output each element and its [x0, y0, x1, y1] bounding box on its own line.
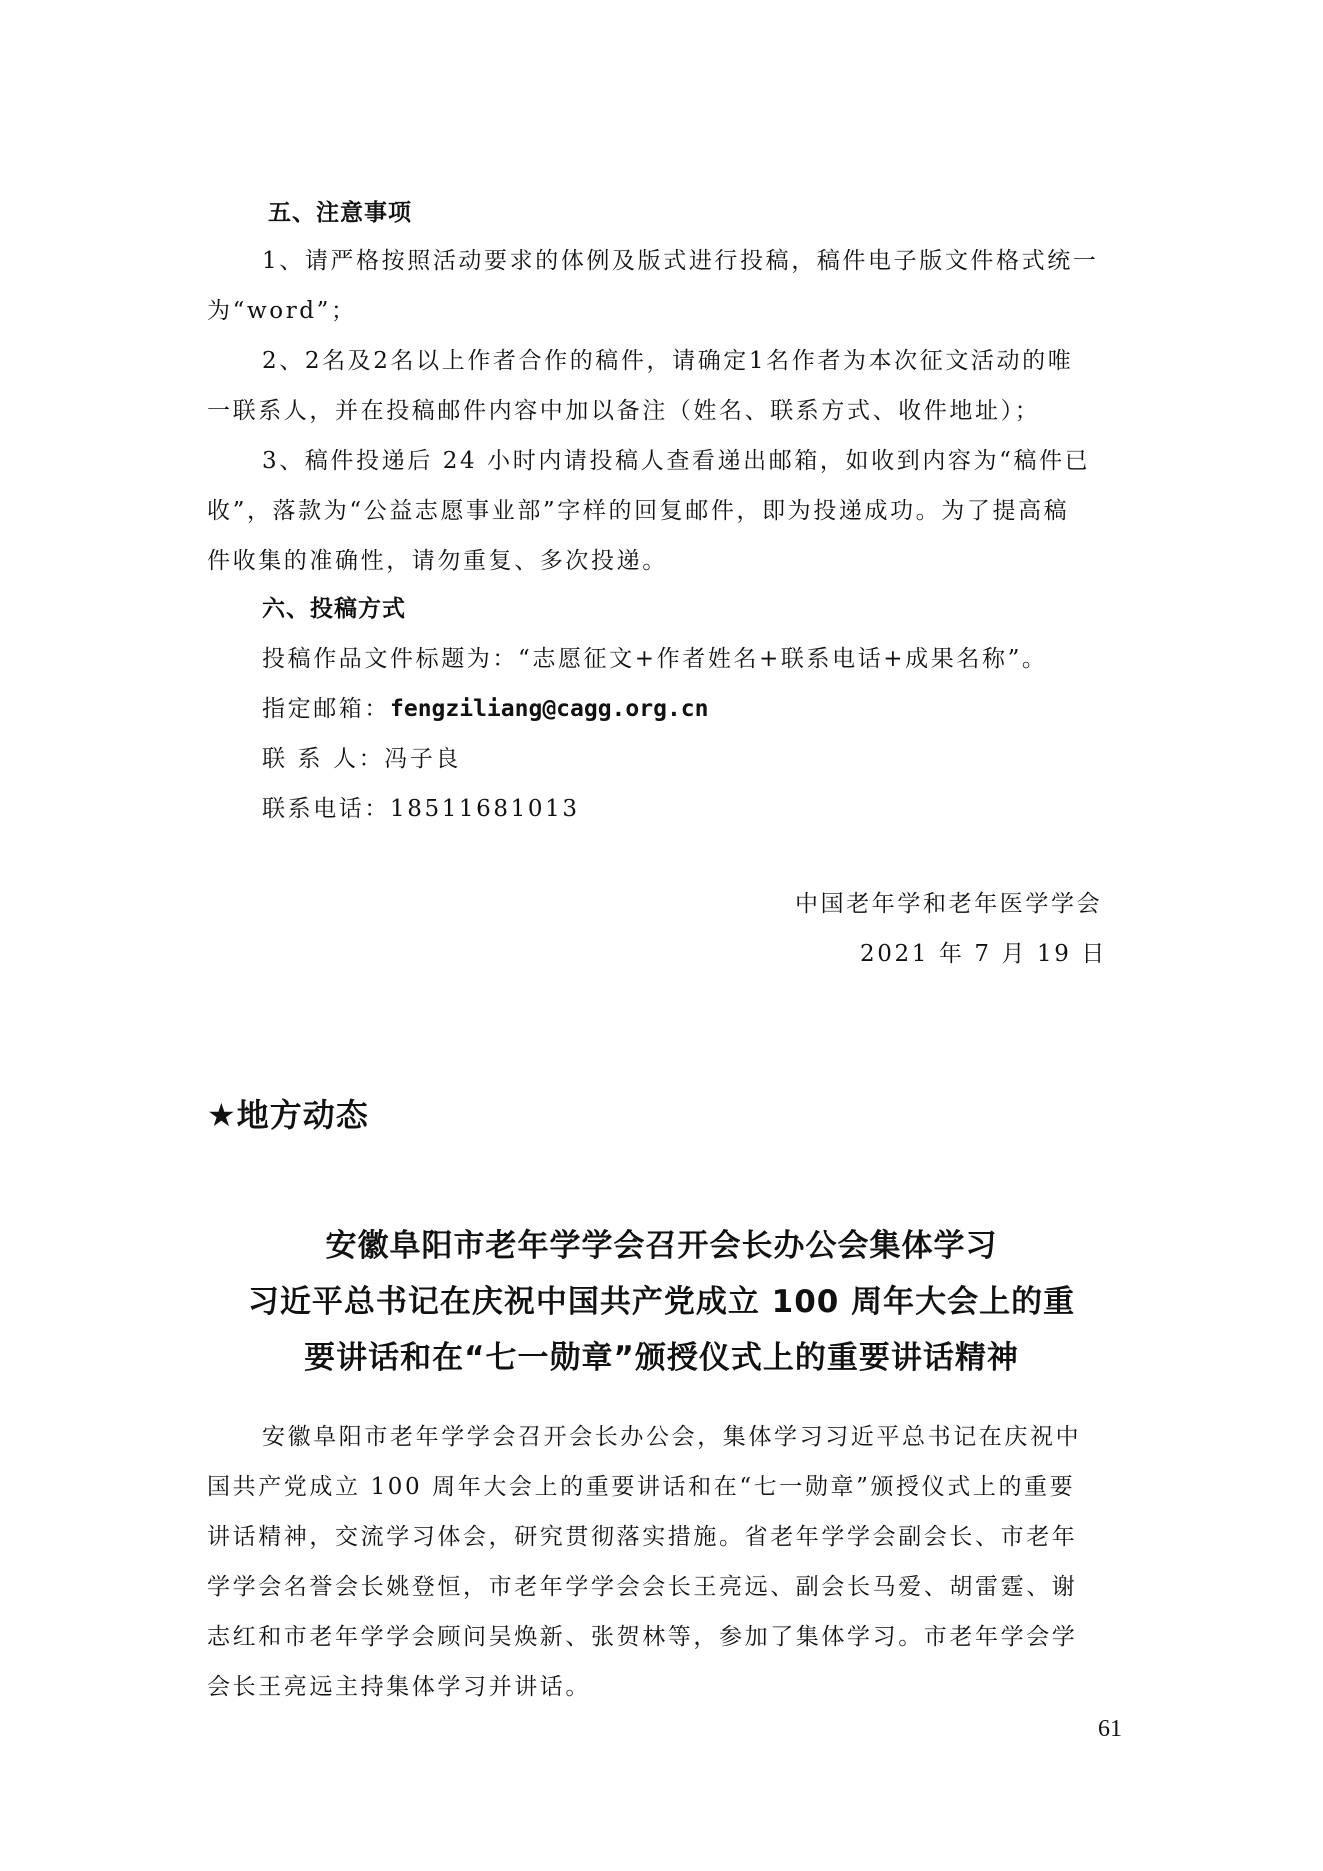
article-body-line-6: 会长王亮远主持集体学习并讲话。: [207, 1674, 591, 1700]
phone-row: [262, 790, 580, 823]
note-1-line-2: 为“word”；: [207, 298, 357, 324]
signature-date: 2021 年 7 月 19 日: [860, 941, 1107, 967]
email-link[interactable]: fengziliang@cagg.org.cn: [390, 696, 709, 722]
article-title-line-3: 要讲话和在“七一勋章”颁授仪式上的重要讲话精神: [304, 1340, 1019, 1376]
signature-org: 中国老年学和老年医学学会: [795, 891, 1103, 917]
article-body-line-5: 志红和市老年学学会顾问吴焕新、张贺林等，参加了集体学习。市老年学会学: [207, 1624, 1078, 1650]
note-3-line-2: 收”，落款为“公益志愿事业部”字样的回复邮件，即为投递成功。为了提高稿: [207, 498, 1070, 524]
contact-name: 冯子良: [384, 746, 462, 772]
phone-number: 18511681013: [390, 796, 580, 822]
article-title-line-1: 安徽阜阳市老年学学会召开会长办公会集体学习: [325, 1228, 998, 1264]
contact-row: [262, 740, 461, 773]
article-body-line-3: 讲话精神，交流学习体会，研究贯彻落实措施。省老年学学会副会长、市老年: [207, 1524, 1078, 1550]
note-3-line-3: 件收集的准确性，请勿重复、多次投递。: [207, 548, 668, 574]
submission-heading: 六、投稿方式: [262, 596, 406, 622]
section-header: [207, 1090, 369, 1136]
submission-title-rule: 投稿作品文件标题为：“志愿征文+作者姓名+联系电话+成果名称”。: [262, 646, 1048, 672]
email-row: [262, 690, 709, 723]
note-1-line-1: 1、请严格按照活动要求的体例及版式进行投稿，稿件电子版文件格式统一: [262, 248, 1099, 274]
email-label: 指定邮箱：: [262, 696, 390, 722]
section-title: 地方动态: [236, 1096, 369, 1134]
article-body-line-2: 国共产党成立 100 周年大会上的重要讲话和在“七一勋章”颁授仪式上的重要: [207, 1474, 1076, 1500]
note-2-line-1: 2、2名及2名以上作者合作的稿件，请确定1名作者为本次征文活动的唯: [262, 348, 1074, 374]
note-3-line-1: 3、稿件投递后 24 小时内请投稿人查看递出邮箱，如收到内容为“稿件已: [262, 448, 1091, 474]
page-number: 61: [1098, 1716, 1122, 1742]
phone-label: 联系电话：: [262, 796, 390, 822]
article-body-line-1: 安徽阜阳市老年学学会召开会长办公会，集体学习习近平总书记在庆祝中: [262, 1424, 1082, 1450]
note-2-line-2: 一联系人，并在投稿邮件内容中加以备注（姓名、联系方式、收件地址）；: [207, 398, 1041, 424]
star-icon: ★: [207, 1096, 237, 1134]
article-title-line-2: 习近平总书记在庆祝中国共产党成立 100 周年大会上的重: [247, 1284, 1076, 1320]
contact-label: 联 系 人：: [262, 746, 385, 772]
notes-heading: 五、注意事项: [268, 200, 412, 226]
article-body-line-4: 学学会名誉会长姚登恒，市老年学学会会长王亮远、副会长马爱、胡雷霆、谢: [207, 1574, 1078, 1600]
